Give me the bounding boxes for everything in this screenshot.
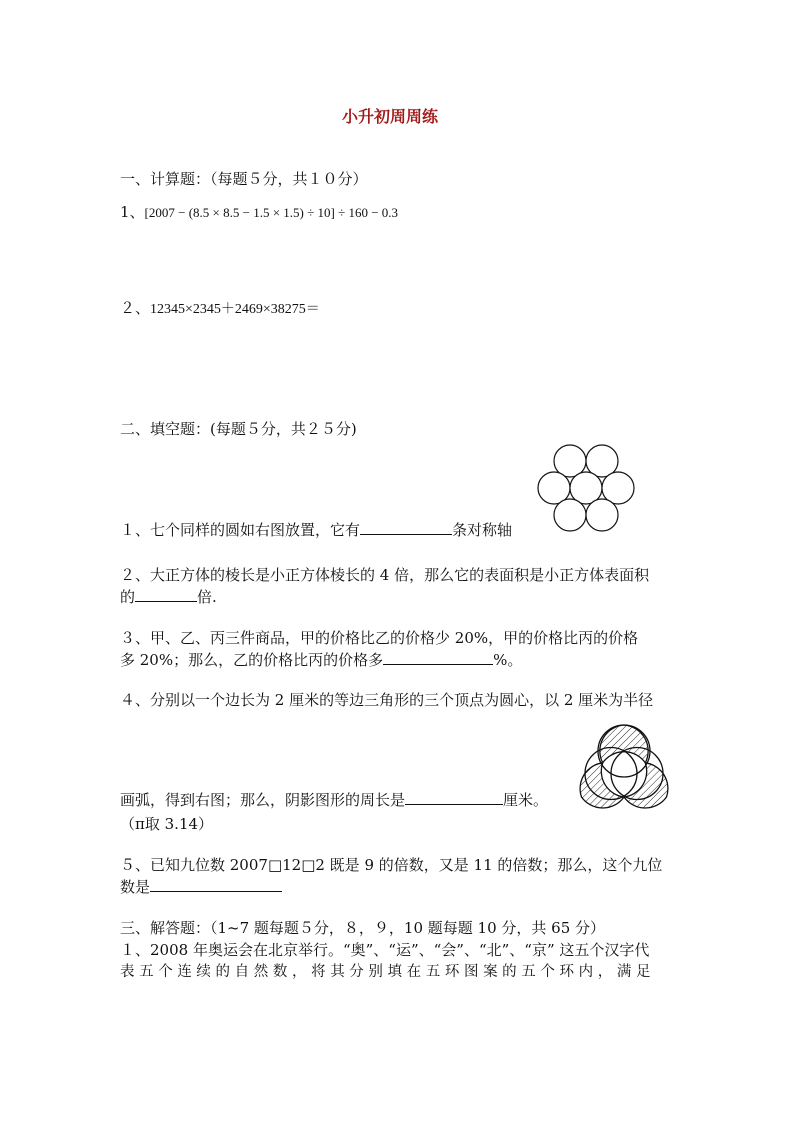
question-text: 多 20%；那么，乙的价格比丙的价格多 (120, 651, 384, 669)
answer-blank[interactable] (383, 649, 493, 665)
fill-question-5-line1: ５、已知九位数 2007□12□2 既是 9 的倍数，又是 11 的倍数；那么，这个九位 (120, 856, 663, 874)
question-text: １、七个同样的圆如右图放置，它有 (120, 521, 361, 539)
question-number: 1、 (120, 203, 145, 221)
question-text: 数是 (120, 878, 151, 896)
question-text: 画弧，得到右图；那么，阴影图形的周长是 (120, 791, 406, 809)
fill-question-5-line2 (120, 876, 282, 897)
fill-question-3-line2 (120, 649, 522, 670)
three-arcs-figure (574, 713, 674, 813)
answer-blank[interactable] (405, 789, 503, 805)
question-text-end: 条对称轴 (452, 521, 513, 539)
section-3-heading: 三、解答题：（1~7 题每题５分，８，９，10 题每题 10 分，共 65 分） (120, 919, 606, 937)
fill-question-4-line2 (120, 789, 548, 810)
question-text-end: 厘米。 (503, 791, 549, 809)
calc-question-2 (120, 298, 320, 320)
formula: [2007 − (8.5 × 8.5 − 1.5 × 1.5) ÷ 10] ÷ 160 − 0.3 (144, 205, 399, 220)
question-text-end: %。 (493, 651, 523, 669)
page-title: 小升初周周练 (342, 107, 439, 126)
shaded-lens-right (624, 763, 668, 808)
seven-circles-figure (536, 443, 636, 533)
shaded-lens-left (580, 763, 624, 808)
circle-bottom-left (554, 499, 586, 531)
question-text-end: 倍. (197, 588, 217, 606)
question-text: 的 (120, 588, 136, 606)
answer-blank[interactable] (135, 586, 197, 602)
section-2-heading: 二、填空题：(每题５分，共２５分) (120, 420, 357, 438)
question-number: ２、 (120, 299, 151, 317)
answer-question-1-line2: 表 五 个 连 续 的 自 然 数 ， 将 其 分 别 填 在 五 环 图 案 的 五 个 环 内 ， 满 足 (120, 964, 651, 980)
fill-question-2-line2 (120, 586, 217, 607)
formula: 12345×2345＋2469×38275＝ (150, 302, 320, 317)
answer-question-1-line1: １、2008 年奥运会在北京举行。“奥”、“运”、“会”、“北”、“京” 这五个汉字代 (120, 941, 650, 959)
answer-blank[interactable] (150, 876, 282, 892)
calc-question-1 (120, 202, 398, 223)
circle-bottom-right (586, 499, 618, 531)
fill-question-2-line1: ２、大正方体的棱长是小正方体棱长的 4 倍，那么它的表面积是小正方体表面积 (120, 566, 650, 584)
answer-blank[interactable] (360, 519, 452, 535)
fill-question-3-line1: ３、甲、乙、丙三件商品，甲的价格比乙的价格少 20%，甲的价格比丙的价格 (120, 629, 639, 647)
fill-question-4-note: （π取 3.14） (120, 815, 214, 833)
section-1-heading: 一、计算题：（每题５分，共１０分） (120, 170, 368, 188)
fill-question-4-line1: ４、分别以一个边长为 2 厘米的等边三角形的三个顶点为圆心，以 2 厘米为半径 (120, 691, 654, 709)
fill-question-1 (120, 519, 512, 540)
